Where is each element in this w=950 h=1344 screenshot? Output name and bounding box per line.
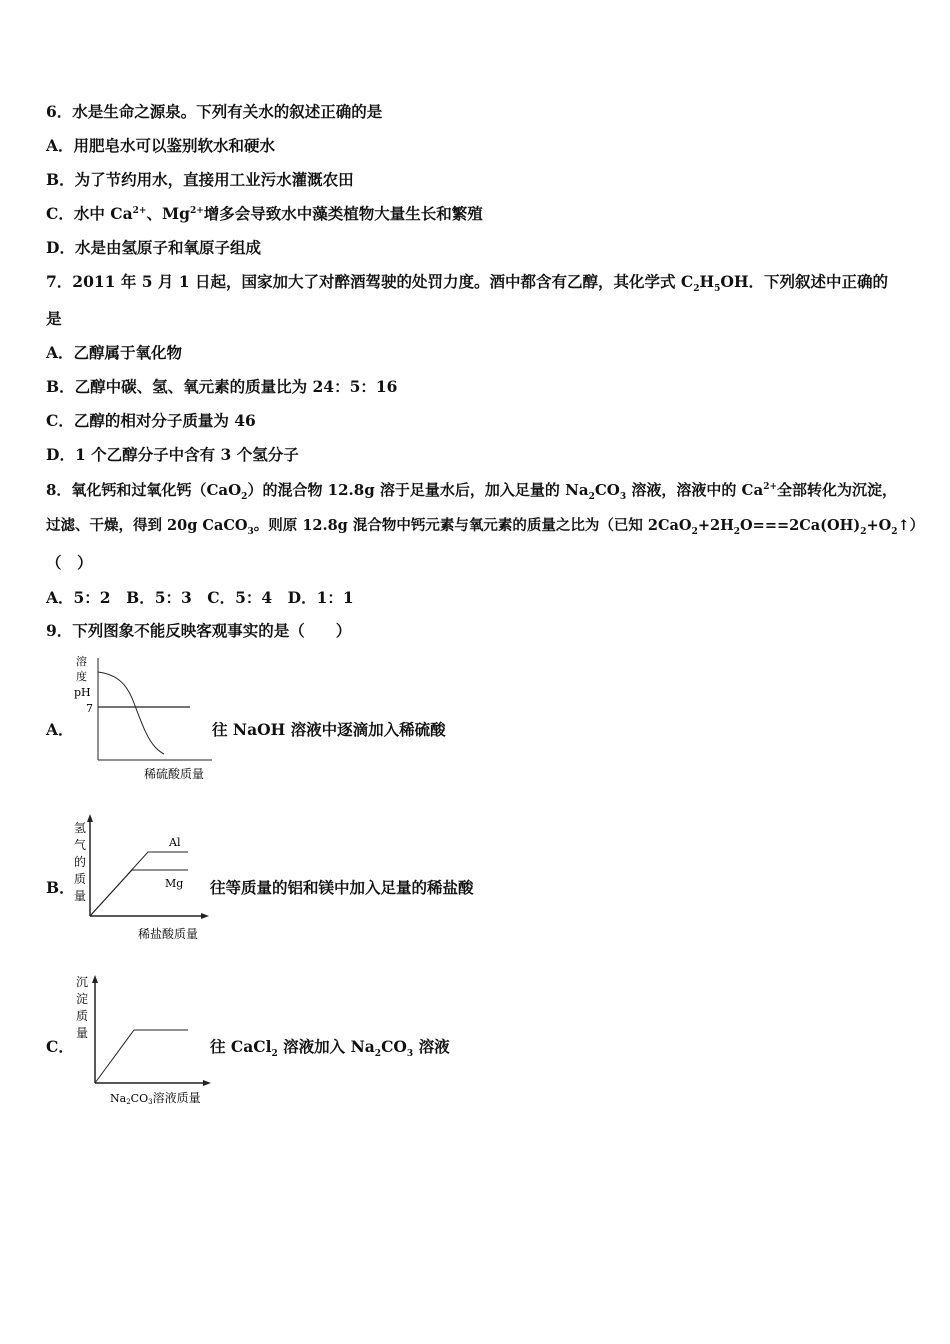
graph-c-xlabel [110,1090,201,1106]
q8-stem-line1 [46,480,897,500]
graph-b-x-arrow [201,913,209,919]
q9-option-b-caption: 往等质量的铝和镁中加入足量的稀盐酸 [210,878,474,897]
c-caption-sub1: 2 [271,1049,278,1060]
q8-l2-pre: 过滤、干燥，得到 20g CaCO [46,517,248,534]
q6-option-b: B．为了节约用水，直接用工业污水灌溉农田 [46,170,354,189]
q9-option-c-label: C． [46,1037,74,1056]
graph-c-x-arrow [203,1080,211,1086]
q7-stem-post: OH．下列叙述中正确的 [720,272,889,291]
q6-c-sup2: 2+ [189,205,204,216]
graph-c-ylabel-3: 质 [76,1009,89,1023]
graph-b-ylabel-5: 量 [74,889,87,903]
q8-answer-blank: （ ） [46,553,93,572]
q7-stem-h: H [699,272,715,291]
graph-c-xlabel-mid: CO [130,1092,149,1105]
c-caption-mid: 溶液加入 Na [277,1037,375,1056]
q7-option-b: B．乙醇中碳、氢、氧元素的质量比为 24：5：16 [46,377,398,396]
c-caption-sub3: 3 [406,1049,414,1060]
q9-stem: 9．下列图象不能反映客观事实的是（ ） [46,621,352,640]
q8-l2-sub2: 2 [691,526,698,537]
q8-l2-mid2: +2H [697,517,734,534]
q8-l1-sub3: 3 [619,492,627,502]
graph-b-ylabel-3: 的 [74,855,87,869]
q7-stem-pre: 7．2011 年 5 月 1 日起，国家加大了对醉酒驾驶的处罚力度。酒中都含有乙醇，其化学式 C [46,272,694,291]
q6-stem: 6．水是生命之源泉。下列有关水的叙述正确的是 [46,102,383,121]
q6-c-pre: C．水中 Ca [46,204,133,223]
c-caption-post: 溶液 [413,1037,450,1056]
q8-l2-sub4: 2 [860,526,867,537]
graph-a-ylabel-3: pH [74,686,91,699]
q7-stem-sub2: 5 [714,284,721,295]
graph-c-ylabel-2: 淀 [76,992,89,1006]
graph-b-ylabel-4: 质 [74,872,87,886]
graph-c-y-arrow [92,975,98,983]
q6-c-mid: 、Mg [146,204,190,223]
q8-l2-end: ↑） [897,517,925,534]
graph-a-ylabel-2: 度 [76,670,87,683]
graph-c-xlabel-sub2: 3 [148,1098,153,1106]
q8-l2-mid3: O===2Ca(OH) [740,517,861,534]
graph-c-ylabel-1: 沉 [76,975,89,989]
q7-option-a: A．乙醇属于氧化物 [46,343,183,362]
graph-a-tick-7: 7 [86,702,93,715]
q8-l1-sup: 2+ [763,482,778,492]
q8-l2-mid: 。则原 12.8g 混合物中钙元素与氧元素的质量之比为（已知 2CaO [253,517,692,534]
c-caption-pre: 往 CaCl [210,1037,272,1056]
graph-b-ylabel-1: 氢 [74,821,87,835]
graph-c-line [95,1030,188,1083]
q8-l1-pre: 8．氧化钙和过氧化钙（CaO [46,481,242,499]
q8-l1-post: 全部转化为沉淀， [777,481,898,499]
c-caption-sub2: 2 [374,1049,382,1060]
q7-stem-sub1: 2 [693,284,700,295]
q8-l1-sub2: 2 [588,492,595,502]
q8-l2-sub1: 3 [247,526,254,537]
q8-stem-line2 [46,516,924,536]
q6-c-post: 增多会导致水中藻类植物大量生长和繁殖 [203,204,483,223]
q8-l2-sub3: 2 [733,526,741,537]
graph-a-ylabel-1: 溶 [76,655,87,668]
q9-graph-b [70,810,220,945]
q8-l2-post: +O [866,517,892,534]
q8-l1-mid3: 溶液，溶液中的 Ca [626,481,764,499]
q9-option-c-caption [210,1035,450,1060]
c-caption-mid2: CO [381,1037,407,1056]
q6-c-sup1: 2+ [132,205,147,216]
q7-option-d: D．1 个乙醇分子中含有 3 个氢分子 [46,445,299,464]
q6-option-a: A．用肥皂水可以鉴别软水和硬水 [46,136,276,155]
q7-option-c: C．乙醇的相对分子质量为 46 [46,411,256,430]
q6-option-c [46,204,483,224]
q9-option-a-label: A． [46,720,74,739]
graph-b-ylabel-2: 气 [74,838,87,852]
graph-c-xlabel-post: 溶液质量 [152,1091,201,1105]
q8-options: A．5：2 B．5：3 C．5：4 D．1：1 [46,588,354,607]
q8-l1-mid2: CO [594,481,620,499]
graph-c-xlabel-pre: Na [110,1092,127,1105]
graph-a-curve [98,672,164,754]
graph-b-al-label: Al [169,836,181,849]
q9-option-a-caption: 往 NaOH 溶液中逐滴加入稀硫酸 [212,720,446,739]
q9-graph-c [70,970,220,1110]
q9-graph-a [70,650,220,785]
graph-c-ylabel-4: 量 [76,1026,89,1040]
q8-l2-sub5: 2 [891,526,898,537]
q8-l1-mid: ）的混合物 12.8g 溶于足量水后，加入足量的 Na [247,481,589,499]
q7-stem-line2: 是 [46,309,62,328]
q6-option-d: D．水是由氢原子和氧原子组成 [46,238,261,257]
q8-l1-sub1: 2 [241,492,248,502]
graph-b-xlabel: 稀盐酸质量 [138,927,199,941]
graph-b-y-arrow [87,814,93,822]
q7-stem-line1 [46,272,889,295]
graph-c-xlabel-sub1: 2 [126,1098,131,1106]
q9-option-b-label: B． [46,878,75,897]
graph-b-mg-label: Mg [165,877,184,890]
graph-a-xlabel: 稀硫酸质量 [144,767,205,781]
